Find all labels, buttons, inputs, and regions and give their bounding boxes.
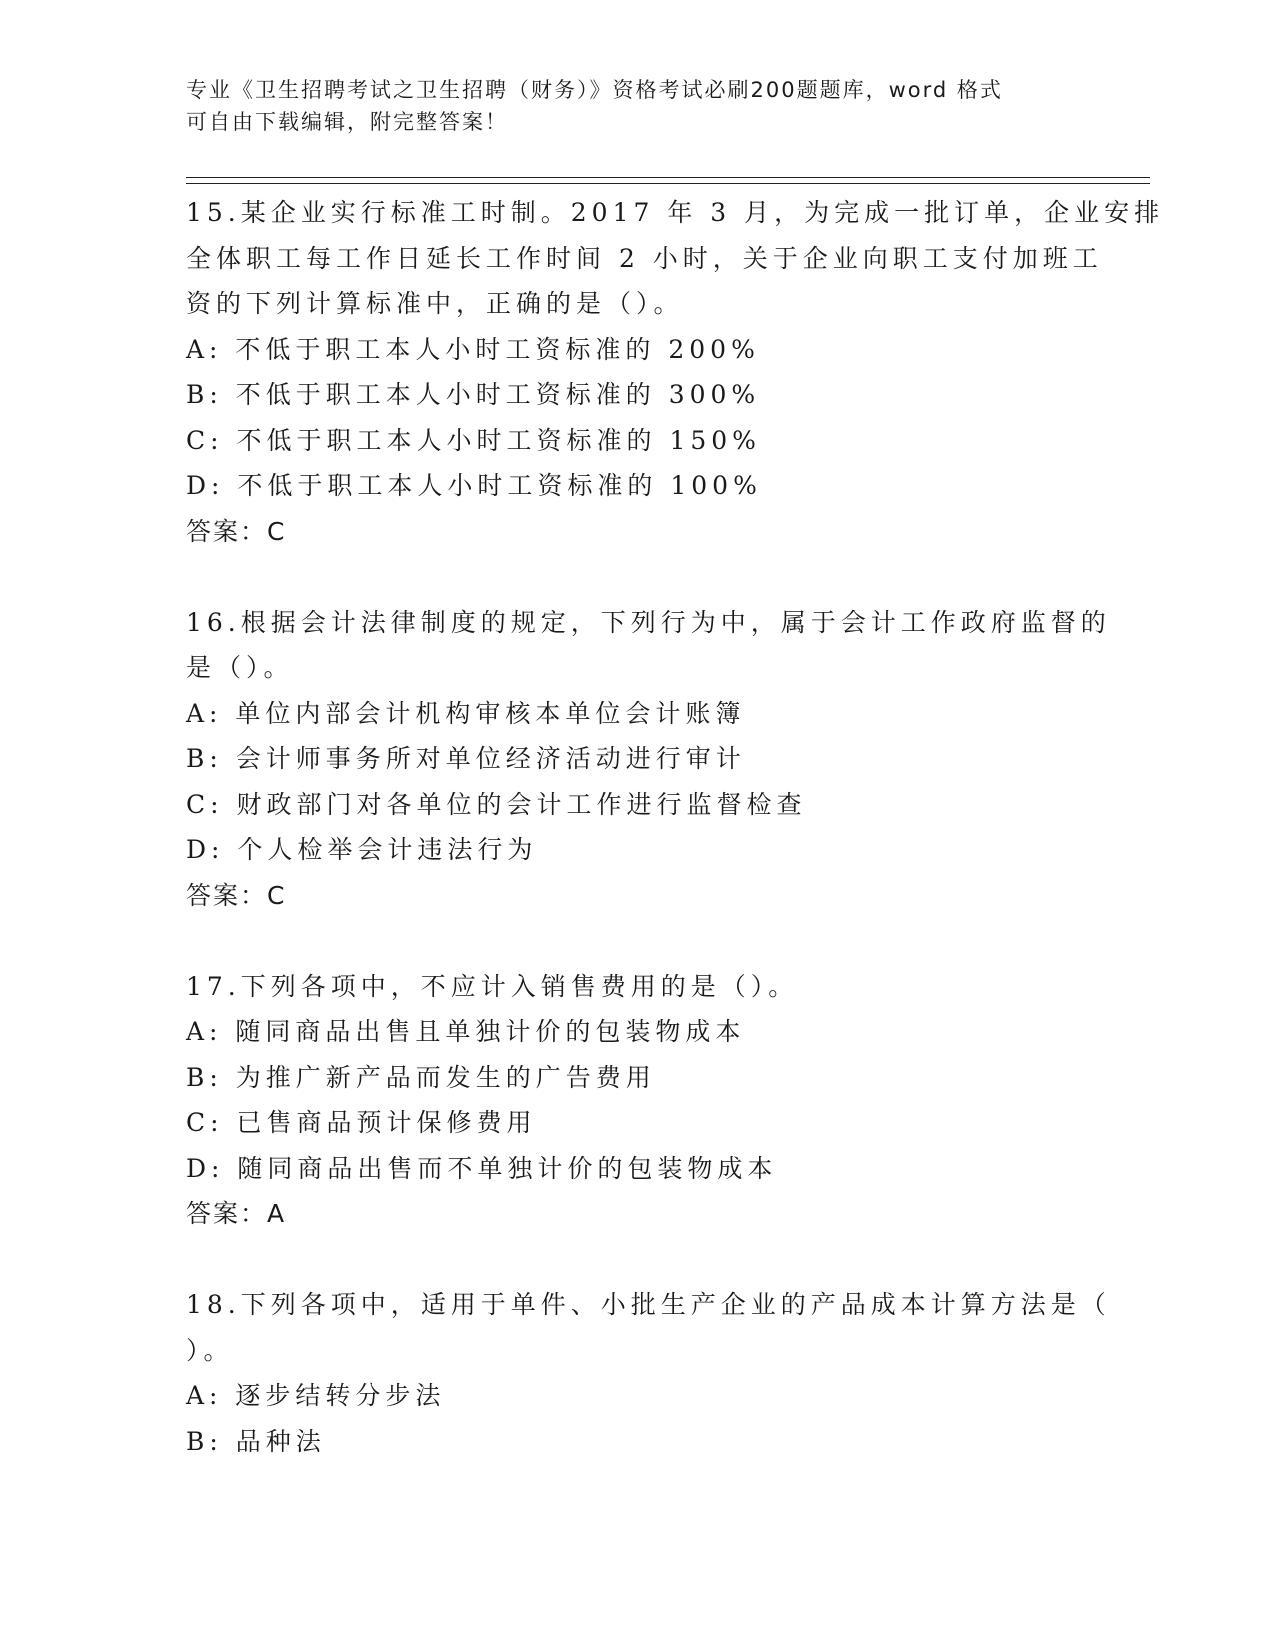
question-spacer xyxy=(186,918,1086,964)
option-c: C: 不低于职工本人小时工资标准的 150% xyxy=(186,425,761,455)
question-spacer xyxy=(186,1237,1086,1283)
option-a: A: 随同商品出售且单独计价的包装物成本 xyxy=(186,1017,746,1046)
question-stem-line: 是（）。 xyxy=(186,653,294,682)
header-line-2: 可自由下载编辑，附完整答案！ xyxy=(186,110,508,134)
option-d: D: 随同商品出售而不单独计价的包装物成本 xyxy=(186,1153,778,1183)
option-a: A: 不低于职工本人小时工资标准的 200% xyxy=(186,334,760,364)
option-d: D: 个人检举会计违法行为 xyxy=(186,835,538,864)
option-c: C: 已售商品预计保修费用 xyxy=(186,1108,537,1137)
question-stem-line: 15.某企业实行标准工时制。2017 年 3 月，为完成一批订单，企业安排 xyxy=(186,198,1165,227)
header-line-1: 专业《卫生招聘考试之卫生招聘（财务）》资格考试必刷200题题库，word 格式 xyxy=(186,78,1003,102)
question-17 xyxy=(186,964,1086,1237)
answer-line: 答案：C xyxy=(186,880,287,910)
option-a: A: 单位内部会计机构审核本单位会计账簿 xyxy=(186,698,746,728)
question-stem-line: ）。 xyxy=(186,1335,234,1365)
header-divider-bottom xyxy=(186,183,1150,184)
question-stem-line: 资的下列计算标准中，正确的是（）。 xyxy=(186,289,684,318)
question-spacer xyxy=(186,554,1086,600)
option-b: B: 品种法 xyxy=(186,1426,326,1456)
question-15 xyxy=(186,190,1165,554)
question-list xyxy=(186,190,1165,1464)
question-stem-line: 18.下列各项中，适用于单件、小批生产企业的产品成本计算方法是（ xyxy=(186,1290,1111,1319)
question-16 xyxy=(186,600,1111,919)
document-header xyxy=(186,74,1066,138)
header-divider-top xyxy=(186,177,1150,178)
option-c: C: 财政部门对各单位的会计工作进行监督检查 xyxy=(186,789,807,819)
option-b: B: 会计师事务所对单位经济活动进行审计 xyxy=(186,744,746,773)
question-stem-line: 17.下列各项中，不应计入销售费用的是（）。 xyxy=(186,971,799,1001)
question-18 xyxy=(186,1282,1111,1464)
answer-line: 答案：C xyxy=(186,516,287,546)
question-stem-line: 全体职工每工作日延长工作时间 2 小时，关于企业向职工支付加班工 xyxy=(186,243,1103,273)
option-b: B: 不低于职工本人小时工资标准的 300% xyxy=(186,380,761,409)
question-stem-line: 16.根据会计法律制度的规定，下列行为中，属于会计工作政府监督的 xyxy=(186,607,1111,637)
option-b: B: 为推广新产品而发生的广告费用 xyxy=(186,1062,656,1092)
option-a: A: 逐步结转分步法 xyxy=(186,1381,446,1410)
answer-line: 答案：A xyxy=(186,1199,287,1228)
option-d: D: 不低于职工本人小时工资标准的 100% xyxy=(186,471,762,500)
